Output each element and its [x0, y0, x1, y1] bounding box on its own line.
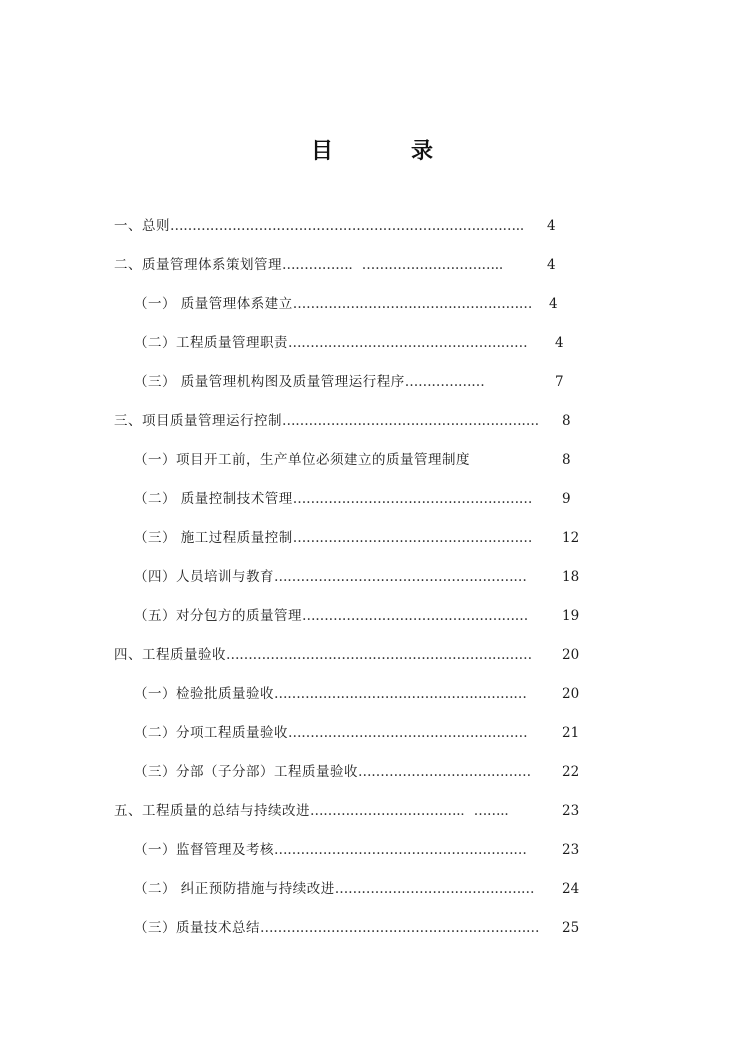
toc-entry[interactable]: [134, 335, 527, 351]
toc-entry-leader: ………………………………………………: [292, 296, 533, 312]
toc-entry-leader: ………………………………………………: [292, 530, 533, 546]
toc-entry-label: （一）监督管理及考核: [134, 842, 274, 858]
toc-entry-leader: ………………………………………………: [288, 725, 528, 741]
toc-entry-label: （一）检验批质量验收: [134, 686, 274, 702]
toc-entry-label: （二）工程质量管理职责: [134, 335, 288, 351]
toc-entry-page[interactable]: 24: [562, 881, 580, 897]
toc-entry-label: （一） 质量管理体系建立: [134, 296, 293, 312]
toc-entry-page[interactable]: 23: [562, 803, 580, 819]
toc-entry-page[interactable]: 8: [562, 452, 571, 468]
toc-entry-label: （四）人员培训与教育: [134, 569, 274, 585]
toc-entry-page[interactable]: 9: [562, 491, 571, 507]
toc-entry[interactable]: [134, 881, 534, 897]
toc-entry[interactable]: [114, 257, 503, 273]
toc-entry[interactable]: [114, 413, 539, 429]
toc-entry[interactable]: [114, 803, 508, 819]
toc-entry[interactable]: [134, 725, 527, 741]
toc-title: 目 录: [310, 138, 461, 164]
toc-entry-label: （三）分部（子分部）工程质量验收: [134, 764, 358, 780]
toc-entry-leader: …………………………….．……..: [310, 803, 509, 819]
toc-entry-label: 五、工程质量的总结与持续改进: [114, 803, 310, 819]
toc-entry-page[interactable]: 20: [562, 647, 580, 663]
toc-entry[interactable]: [134, 764, 531, 780]
toc-entry-leader: ………………………………………………………: [260, 920, 540, 936]
toc-entry-label: 四、工程质量验收: [114, 647, 226, 663]
toc-entry-leader: ……………………………………………………………: [226, 647, 532, 663]
toc-entry-page[interactable]: 21: [562, 725, 580, 741]
toc-entry-page[interactable]: 8: [562, 413, 571, 429]
toc-entry-leader: …………………………………: [358, 764, 531, 780]
toc-entry-leader: ……………．…………………………..: [282, 257, 503, 273]
toc-entry-label: （二） 质量控制技术管理: [134, 491, 293, 507]
toc-entry-leader: ………………………………………: [334, 881, 535, 897]
toc-entry[interactable]: [134, 491, 532, 507]
toc-entry[interactable]: [134, 530, 532, 546]
toc-entry[interactable]: [114, 218, 524, 234]
toc-entry-page[interactable]: 20: [562, 686, 580, 702]
toc-entry-leader: ……………………………………………: [302, 608, 529, 624]
toc-entry-page[interactable]: 25: [562, 920, 580, 936]
toc-entry-leader: ………………………………………………….: [282, 413, 539, 429]
toc-entry-page[interactable]: 22: [562, 764, 580, 780]
toc-entry-label: 三、项目质量管理运行控制: [114, 413, 282, 429]
toc-entry-leader: ……………………………………………………………………..: [170, 218, 524, 234]
toc-entry-label: （五）对分包方的质量管理: [134, 608, 302, 624]
toc-entry-leader: ………………: [404, 374, 485, 390]
toc-entry[interactable]: [134, 569, 527, 585]
toc-entry-label: 一、总则: [114, 218, 170, 234]
toc-entry-label: （一）项目开工前，生产单位必须建立的质量管理制度: [134, 452, 470, 468]
toc-entry-leader: …………………………………………………: [274, 569, 527, 585]
toc-entry[interactable]: [134, 920, 539, 936]
toc-entry-label: （三） 质量管理机构图及质量管理运行程序: [134, 374, 405, 390]
toc-entry-label: （二） 纠正预防措施与持续改进: [134, 881, 335, 897]
toc-entry[interactable]: [134, 686, 527, 702]
toc-entry[interactable]: [134, 608, 528, 624]
toc-entry-leader: …………………………………………………: [274, 842, 527, 858]
toc-entry-page[interactable]: 23: [562, 842, 580, 858]
toc-entry-label: （二）分项工程质量验收: [134, 725, 288, 741]
toc-entry-page[interactable]: 12: [562, 530, 580, 546]
toc-entry[interactable]: [134, 452, 470, 468]
toc-entry-page[interactable]: 7: [555, 374, 564, 390]
toc-entry-leader: ………………………………………………: [292, 491, 533, 507]
toc-entry-page[interactable]: 4: [547, 257, 556, 273]
toc-entry-page[interactable]: 4: [555, 335, 564, 351]
toc-entry-label: 二、质量管理体系策划管理: [114, 257, 282, 273]
toc-entry-page[interactable]: 18: [562, 569, 580, 585]
toc-entry-label: （三）质量技术总结: [134, 920, 260, 936]
toc-entry-page[interactable]: 4: [547, 218, 556, 234]
toc-entry[interactable]: [134, 842, 527, 858]
toc-entry[interactable]: [134, 296, 532, 312]
toc-entry-page[interactable]: 19: [562, 608, 580, 624]
toc-entry-page[interactable]: 4: [549, 296, 558, 312]
toc-entry-leader: …………………………………………………: [274, 686, 527, 702]
toc-entry[interactable]: [114, 647, 532, 663]
toc-entry-label: （三） 施工过程质量控制: [134, 530, 293, 546]
toc-entry-leader: ………………………………………………: [288, 335, 528, 351]
toc-entry[interactable]: [134, 374, 485, 390]
